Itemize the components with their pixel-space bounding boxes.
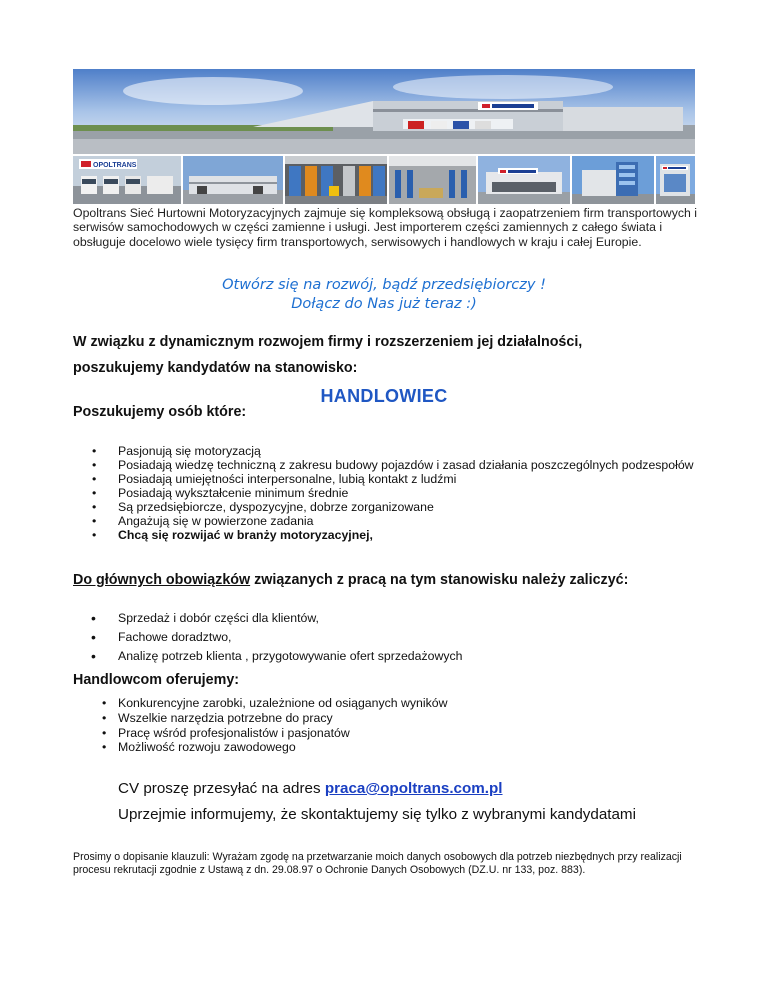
list-item: • Pasjonują się motoryzacją (92, 444, 261, 458)
bullet-icon: • (102, 725, 107, 740)
header-banner-image (73, 69, 695, 154)
list-item: • Chcą się rozwijać w branży motoryzacyjnej, (92, 528, 373, 542)
slogan-line-1: Otwórz się na rozwój, bądź przedsiębiorczy ! (222, 277, 546, 293)
email-link[interactable]: praca@opoltrans.com.pl (324, 780, 503, 797)
svg-text:OPOLTRANS: OPOLTRANS (93, 162, 137, 169)
thumbnail-office-image (572, 156, 654, 204)
thumbnail-depot-image (478, 156, 570, 204)
thumbnail-tower-image (656, 156, 695, 204)
list-item: • Pracę wśród profesjonalistów i pasjonatów (102, 725, 350, 740)
duties-heading (73, 572, 628, 588)
requirements-list (92, 444, 698, 542)
contact-note: Uprzejmie informujemy, że skontaktujemy się tylko z wybranymi kandydatami (118, 806, 636, 823)
bullet-icon: • (91, 648, 96, 664)
list-item: • Możliwość rozwoju zawodowego (102, 740, 296, 755)
gdpr-clause: Prosimy o dopisanie klauzuli: Wyrażam zgodę na przetwarzanie moich danych osobowych dla potrzeb niezbędnych przy realizacji procesu rekrutacji zgodnie z Ustawą z dn. 29.08.97 o Ochronie Danych Osobowych (DZ.U. nr 133, poz. 883). (73, 851, 682, 877)
bullet-icon: • (91, 629, 96, 645)
list-item: • Konkurencyjne zarobki, uzależnione od osiąganych wyników (102, 696, 448, 710)
list-item: • Analizę potrzeb klienta , przygotowywanie ofert sprzedażowych (91, 648, 463, 664)
bullet-icon: • (92, 472, 97, 486)
offer-list (102, 696, 678, 755)
list-item: • Posiadają wykształcenie minimum średnie (92, 486, 349, 500)
company-intro: Opoltrans Sieć Hurtowni Motoryzacyjnych zajmuje się kompleksową obsługą i zaopatrzeniem firm transportowych i serwisów samochodowych w części zamienne i usługi. Jest importerem części zamiennych z całego świata i obsługuje docelowo wiele tysięcy firm transportowych, serwisowych i handlowych w kraju i całej Europie. (73, 206, 697, 249)
list-item: • Sprzedaż i dobór części dla klientów, (91, 610, 319, 626)
slogan-line-2: Dołącz do Nas już teraz :) (291, 296, 477, 312)
list-item: • Posiadają umiejętności interpersonalne, lubią kontakt z ludźmi (92, 472, 457, 486)
bullet-icon: • (91, 610, 96, 626)
thumbnail-warehouse-image (285, 156, 387, 204)
bullet-icon: • (102, 696, 107, 710)
list-item: • Posiadają wiedzę techniczną z zakresu budowy pojazdów i zasad działania poszczególnych podzespołów (92, 458, 694, 472)
list-item: • Są przedsiębiorcze, dyspozycyjne, dobrze zorganizowane (92, 500, 434, 514)
offer-heading: Handlowcom oferujemy: (73, 672, 240, 688)
bullet-icon: • (102, 740, 107, 755)
duties-heading-rest: związanych z pracą na tym stanowisku należy zaliczyć: (250, 572, 629, 588)
lead-line-1: W związku z dynamicznym rozwojem firmy i rozszerzeniem jej działalności, (73, 334, 583, 350)
thumbnail-building-image (183, 156, 283, 204)
thumbnail-trucks-image (73, 156, 181, 204)
duties-list (91, 609, 678, 666)
bullet-icon: • (92, 528, 97, 542)
duties-heading-underlined: Do głównych obowiązków (73, 572, 251, 588)
lead-line-2: poszukujemy kandydatów na stanowisko: (73, 360, 358, 376)
requirements-heading: Poszukujemy osób które: (73, 404, 247, 420)
thumbnail-interior-image (389, 156, 476, 204)
list-item: • Fachowe doradztwo, (91, 629, 232, 645)
cv-instruction (118, 780, 503, 797)
bullet-icon: • (102, 710, 107, 725)
bullet-icon: • (92, 514, 97, 528)
position-title: HANDLOWIEC (320, 386, 448, 406)
bullet-icon: • (92, 500, 97, 514)
list-item: • Wszelkie narzędzia potrzebne do pracy (102, 710, 333, 725)
cv-instruction-text: CV proszę przesyłać na adres (118, 780, 325, 797)
list-item: • Angażują się w powierzone zadania (92, 514, 314, 528)
bullet-icon: • (92, 486, 97, 500)
bullet-icon: • (92, 458, 97, 472)
bullet-icon: • (92, 444, 97, 458)
